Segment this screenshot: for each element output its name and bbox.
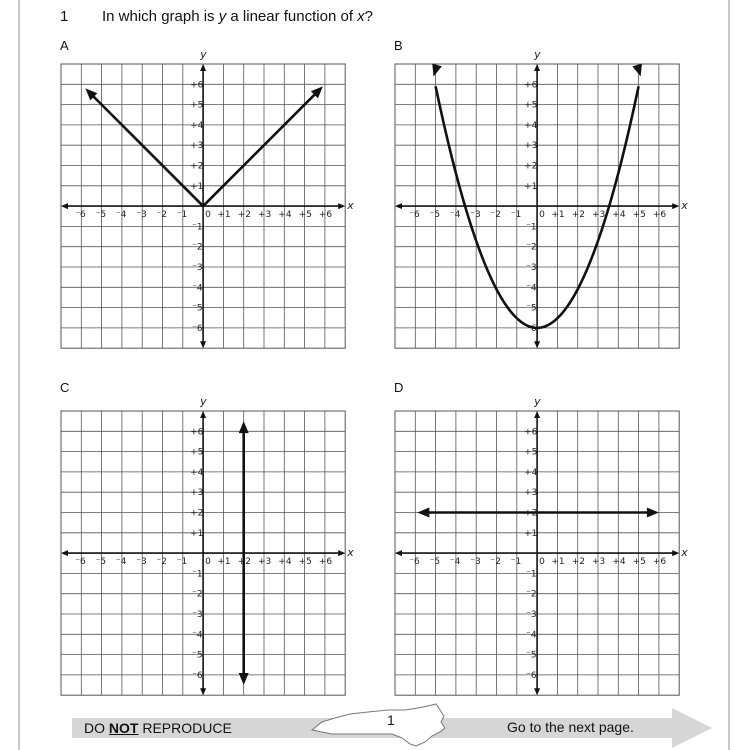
graph-a-svg: [61, 46, 354, 351]
option-a-label[interactable]: A: [60, 38, 69, 53]
origin-label: 0: [205, 210, 211, 221]
x-tick-label: +4: [278, 557, 292, 568]
y-tick-label: ⁻3: [526, 610, 537, 620]
question-text: In which graph is y a linear function of x?: [102, 8, 373, 25]
x-tick-label: +4: [612, 210, 626, 221]
x-tick-label: +5: [298, 210, 312, 221]
y-tick-label: +2: [524, 508, 538, 519]
y-tick-label: +5: [524, 100, 538, 111]
y-tick-label: ⁻4: [192, 630, 203, 641]
graph-d[interactable]: [395, 393, 688, 698]
x-tick-label: ⁻2: [156, 210, 167, 221]
y-tick-label: +5: [190, 447, 204, 458]
x-tick-label: ⁻6: [409, 557, 420, 568]
x-tick-label: ⁻4: [449, 557, 461, 568]
y-tick-label: ⁻1: [526, 569, 537, 580]
y-tick-label: +4: [190, 467, 204, 478]
y-tick-label: ⁻3: [526, 263, 537, 273]
page-border-left: [18, 0, 20, 750]
next-page-text[interactable]: Go to the next page.: [507, 719, 634, 735]
x-tick-label: ⁻2: [490, 557, 501, 568]
x-tick-label: +2: [237, 557, 251, 568]
x-tick-label: +5: [298, 557, 312, 568]
x-axis-label: x: [347, 199, 354, 213]
y-tick-label: +5: [190, 100, 204, 111]
x-tick-label: +3: [258, 210, 272, 221]
y-tick-label: +6: [190, 427, 204, 438]
page-number: 1: [387, 712, 395, 728]
origin-label: 0: [539, 557, 545, 568]
x-tick-label: ⁻5: [429, 210, 441, 221]
option-c-label[interactable]: C: [60, 380, 70, 395]
y-tick-label: ⁻1: [192, 222, 203, 233]
graph-c[interactable]: [61, 393, 354, 698]
y-tick-label: +3: [190, 488, 204, 499]
x-tick-label: ⁻3: [136, 557, 147, 568]
x-tick-label: +2: [571, 557, 585, 568]
y-tick-label: ⁻1: [526, 222, 537, 233]
y-tick-label: ⁻5: [192, 303, 203, 314]
origin-label: 0: [205, 557, 211, 568]
x-tick-label: ⁻4: [115, 557, 127, 568]
y-tick-label: +4: [524, 467, 538, 478]
page-border-right: [728, 0, 730, 750]
x-tick-label: ⁻1: [176, 210, 188, 221]
x-tick-label: ⁻2: [490, 210, 501, 221]
y-tick-label: ⁻5: [526, 303, 537, 314]
x-tick-label: ⁻1: [510, 557, 522, 568]
x-tick-label: ⁻5: [429, 557, 441, 568]
graph-d-svg: [395, 393, 688, 698]
x-tick-label: +3: [592, 557, 606, 568]
y-tick-label: ⁻6: [526, 670, 537, 681]
x-tick-label: +2: [571, 210, 585, 221]
option-d-label[interactable]: D: [394, 380, 404, 395]
y-tick-label: ⁻6: [192, 670, 203, 681]
y-axis-label: y: [534, 395, 541, 408]
x-tick-label: ⁻3: [470, 210, 481, 221]
x-tick-label: ⁻1: [176, 557, 188, 568]
y-tick-label: +3: [524, 488, 538, 499]
x-axis-label: x: [681, 199, 688, 213]
y-tick-label: +2: [190, 508, 204, 519]
y-tick-label: +2: [190, 161, 204, 172]
y-tick-label: +1: [524, 528, 538, 539]
x-axis-label: x: [681, 546, 688, 560]
page-footer: [0, 700, 750, 750]
y-tick-label: ⁻6: [192, 323, 203, 334]
y-tick-label: +4: [190, 120, 204, 131]
y-tick-label: ⁻2: [526, 589, 537, 600]
y-tick-label: +6: [190, 80, 204, 91]
y-tick-label: ⁻5: [192, 650, 203, 661]
x-tick-label: +6: [318, 557, 333, 568]
x-tick-label: ⁻6: [75, 210, 86, 221]
y-tick-label: ⁻3: [192, 263, 203, 273]
option-b-label[interactable]: B: [394, 38, 403, 53]
y-tick-label: +6: [524, 427, 538, 438]
x-tick-label: ⁻5: [95, 210, 107, 221]
x-tick-label: +4: [612, 557, 626, 568]
x-tick-label: +1: [217, 557, 231, 568]
north-carolina-map-icon: [312, 704, 445, 746]
y-tick-label: +5: [524, 447, 538, 458]
x-tick-label: ⁻3: [470, 557, 481, 568]
x-tick-label: ⁻2: [156, 557, 167, 568]
y-tick-label: +1: [190, 181, 204, 192]
graph-a[interactable]: [61, 46, 354, 351]
y-tick-label: ⁻2: [526, 242, 537, 253]
x-tick-label: ⁻6: [409, 210, 420, 221]
x-tick-label: +1: [551, 210, 565, 221]
y-tick-label: +3: [190, 141, 204, 152]
y-tick-label: +4: [524, 120, 538, 131]
x-tick-label: +1: [551, 557, 565, 568]
question-number: 1: [60, 8, 69, 25]
x-tick-label: +6: [652, 557, 667, 568]
x-tick-label: +6: [652, 210, 667, 221]
x-tick-label: +6: [318, 210, 333, 221]
x-tick-label: +3: [258, 557, 272, 568]
y-axis-label: y: [200, 48, 207, 61]
y-tick-label: ⁻4: [526, 283, 537, 294]
do-not-reproduce: DO NOT REPRODUCE: [84, 720, 232, 736]
x-tick-label: +4: [278, 210, 292, 221]
next-arrow-icon: [672, 708, 712, 748]
x-tick-label: ⁻3: [136, 210, 147, 221]
y-axis-label: y: [534, 48, 541, 61]
x-tick-label: +2: [237, 210, 251, 221]
x-tick-label: ⁻6: [75, 557, 86, 568]
y-tick-label: ⁻1: [192, 569, 203, 580]
x-tick-label: ⁻1: [510, 210, 522, 221]
y-tick-label: ⁻4: [526, 630, 537, 641]
y-axis-label: y: [200, 395, 207, 408]
graph-c-svg: [61, 393, 354, 698]
y-tick-label: +1: [190, 528, 204, 539]
graph-b-svg: [395, 46, 688, 351]
y-tick-label: ⁻4: [192, 283, 203, 294]
y-tick-label: +3: [524, 141, 538, 152]
y-tick-label: ⁻5: [526, 650, 537, 661]
y-tick-label: +6: [524, 80, 538, 91]
x-tick-label: ⁻5: [95, 557, 107, 568]
y-tick-label: ⁻2: [192, 589, 203, 600]
origin-label: 0: [539, 210, 545, 221]
x-tick-label: ⁻4: [449, 210, 461, 221]
y-tick-label: ⁻2: [192, 242, 203, 253]
y-tick-label: +2: [524, 161, 538, 172]
y-tick-label: ⁻6: [526, 323, 537, 334]
y-tick-label: +1: [524, 181, 538, 192]
x-tick-label: +5: [632, 210, 646, 221]
x-tick-label: +1: [217, 210, 231, 221]
x-tick-label: +3: [592, 210, 606, 221]
graph-b[interactable]: [395, 46, 688, 351]
y-tick-label: ⁻3: [192, 610, 203, 620]
x-tick-label: ⁻4: [115, 210, 127, 221]
x-tick-label: +5: [632, 557, 646, 568]
x-axis-label: x: [347, 546, 354, 560]
